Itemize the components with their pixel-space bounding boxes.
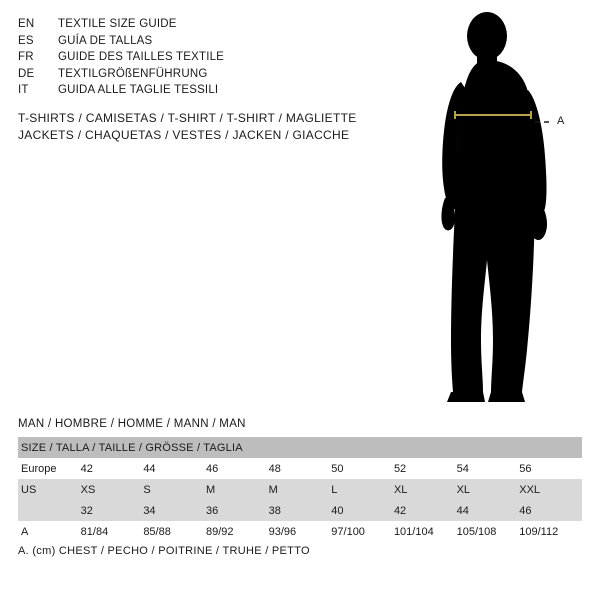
- language-text: GUIDE DES TAILLES TEXTILE: [58, 51, 225, 63]
- cell-value: 52: [394, 458, 457, 479]
- cell-value: 93/96: [269, 521, 332, 542]
- cell-value: 81/84: [81, 521, 144, 542]
- language-row: [18, 49, 378, 66]
- cell-value: M: [269, 479, 332, 500]
- cell-value: XS: [81, 479, 144, 500]
- cell-value: 56: [519, 458, 582, 479]
- table-title-man: MAN / HOMBRE / HOMME / MANN / MAN: [18, 418, 246, 430]
- cell-value: 42: [81, 458, 144, 479]
- cell-value: 44: [143, 458, 206, 479]
- cell-value: 105/108: [457, 521, 520, 542]
- language-row: [18, 82, 378, 99]
- category-list: [18, 110, 438, 144]
- language-text: TEXTILGRÖßENFÜHRUNG: [58, 67, 208, 80]
- cell-value: 97/100: [331, 521, 394, 542]
- table-header-label: SIZE / TALLA / TAILLE / GRÖSSE / TAGLIA: [21, 441, 243, 454]
- measure-label-a: A: [557, 115, 565, 127]
- cell-value: 109/112: [519, 521, 582, 542]
- language-code: FR: [18, 51, 34, 63]
- language-text: GUÍA DE TALLAS: [58, 34, 153, 47]
- category-tshirts: T-SHIRTS / CAMISETAS / T-SHIRT / T-SHIRT / MAGLIETTE: [18, 111, 357, 125]
- language-code: EN: [18, 18, 35, 30]
- size-table-block: [18, 418, 582, 542]
- row-label: [18, 500, 81, 521]
- language-row: [18, 16, 378, 33]
- cell-value: XL: [457, 479, 520, 500]
- row-label: Europe: [18, 458, 81, 479]
- size-table: [18, 437, 582, 542]
- measure-dash-icon: [535, 117, 555, 127]
- cell-value: 46: [206, 458, 269, 479]
- silhouette-icon: [395, 10, 595, 410]
- cell-value: 89/92: [206, 521, 269, 542]
- language-text: TEXTILE SIZE GUIDE: [58, 18, 177, 30]
- cell-value: XXL: [519, 479, 582, 500]
- cell-value: 38: [269, 500, 332, 521]
- language-code: DE: [18, 67, 35, 80]
- cell-value: 32: [81, 500, 144, 521]
- cell-value: M: [206, 479, 269, 500]
- cell-value: 46: [519, 500, 582, 521]
- cell-value: 54: [457, 458, 520, 479]
- table-row: [18, 521, 582, 542]
- table-row: [18, 479, 582, 500]
- table-row: [18, 458, 582, 479]
- language-row: [18, 66, 378, 83]
- table-header-row: [18, 437, 582, 458]
- cell-value: L: [331, 479, 394, 500]
- cell-value: 36: [206, 500, 269, 521]
- language-row: [18, 33, 378, 50]
- cell-value: 48: [269, 458, 332, 479]
- cell-value: XL: [394, 479, 457, 500]
- language-code: ES: [18, 34, 34, 47]
- cell-value: 50: [331, 458, 394, 479]
- footnote-chest-measure: A. (cm) CHEST / PECHO / POITRINE / TRUHE / PETTO: [18, 545, 310, 557]
- cell-value: 85/88: [143, 521, 206, 542]
- row-label: A: [18, 521, 81, 542]
- language-list: [18, 16, 378, 99]
- row-label: US: [18, 479, 81, 500]
- cell-value: 42: [394, 500, 457, 521]
- cell-value: 101/104: [394, 521, 457, 542]
- table-row: [18, 500, 582, 521]
- male-silhouette-figure: [395, 10, 595, 410]
- language-text: GUIDA ALLE TAGLIE TESSILI: [58, 84, 219, 96]
- cell-value: 40: [331, 500, 394, 521]
- cell-value: 34: [143, 500, 206, 521]
- cell-value: 44: [457, 500, 520, 521]
- category-jackets: JACKETS / CHAQUETAS / VESTES / JACKEN / GIACCHE: [18, 128, 350, 142]
- language-code: IT: [18, 84, 29, 96]
- cell-value: S: [143, 479, 206, 500]
